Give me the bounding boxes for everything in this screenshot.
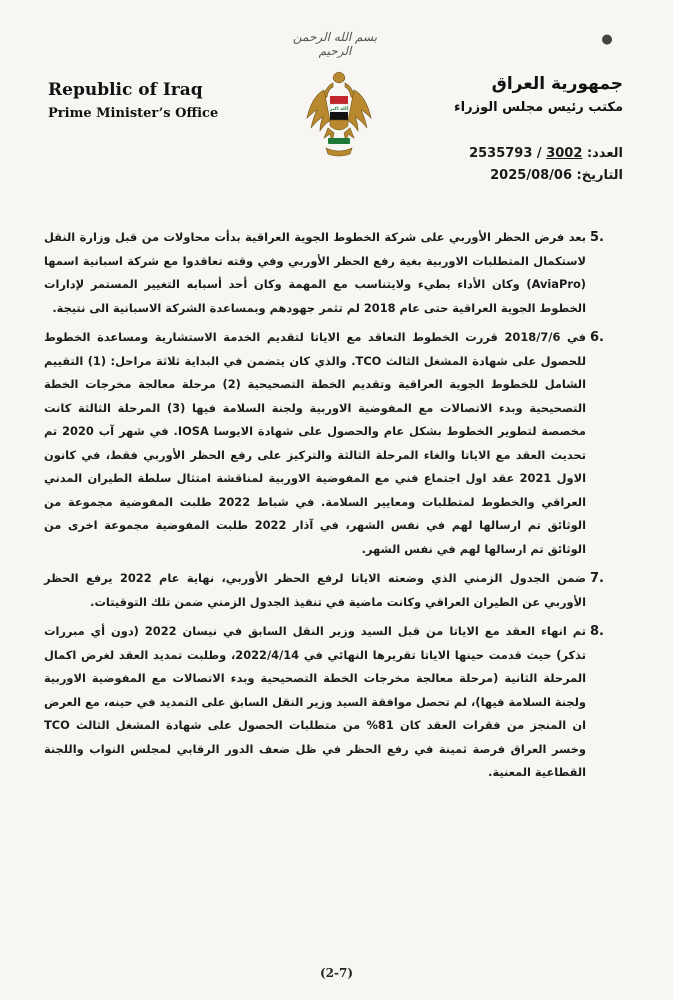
date-line — [469, 165, 623, 187]
paragraph-8 — [44, 620, 614, 785]
paragraph-text: بعد فرض الحظر الأوربي على شركة الخطوط الجوية العراقية بدأت محاولات من قبل وزارة النقل لاستكمال المتطلبات الاوربية بغية رفع الحظر الأوربي وفي وقته تعاقدوا مع شركة اسبانية اسمها (AviaPro) وكان الأداء بطيء ولايتناسب مع المهمة وكان أحد أسبابه التغيير المستمر لإدارات الخطوط الجوية العراقية حتى عام 2018 لم تثمر جهودهم وبمساعدة الشركة الاسبانية الى نتيجة. — [44, 230, 586, 315]
paragraph-number: 5. — [590, 230, 604, 245]
arabic-office-name: مكتب رئيس مجلس الوزراء — [454, 100, 623, 115]
paragraph-text: تم انهاء العقد مع الاياتا من قبل السيد وزير النقل السابق في نيسان 2022 (دون أي مبررات تذكر) حيث قدمت حينها الاياتا تقريرها النهائي في 2022/4/14، وطلبت تمديد العقد لغرض اكمال المرحلة الثانية (مرحلة معالجة مخرجات الخطة التصحيحية وبدء الاتصالات مع المفوضية الاوربية ولجنة السلامة فيها)، لم تحصل موافقة السيد وزير النقل السابق على التمديد في حينه، مع العرض ان المنجز من فقرات العقد كان 81% من متطلبات الحصول على شهادة المشغل الثالث TCO وخسر العراق فرصة ثمينة في رفع الحظر في ظل ضعف الدور الرقابي لمجلس النواب واللجنة القطاعية المعنية. — [44, 624, 586, 779]
page-number: (2-7) — [319, 966, 354, 980]
arabic-letterhead — [423, 74, 623, 115]
iraq-eagle-emblem-icon — [304, 68, 374, 160]
document-body — [44, 226, 614, 791]
date-label: التاريخ: — [576, 168, 623, 183]
date-value: 2025/08/06 — [490, 168, 572, 183]
reference-number-line — [469, 143, 623, 165]
reference-separator: / — [532, 146, 547, 161]
arabic-country-name: جمهورية العراق — [491, 74, 623, 94]
paragraph-5 — [44, 226, 614, 320]
english-office-name: Prime Minister’s Office — [48, 106, 219, 121]
paragraph-text: في 2018/7/6 قررت الخطوط التعاقد مع الاياتا لتقديم الخدمة الاستشارية ومساعدة الخطوط للحصول على شهادة المشغل الثالث TCO. والذي كان يتضمن في البداية ثلاثة مراحل: (1) التقييم الشامل للخطوط الجوية العراقية وتقديم الخطة التصحيحية (2) مرحلة معالجة مخرجات الخطة التصحيحية وبدء الاتصالات مع المفوضية الاوربية ولجنة السلامة فيها (3) المرحلة الثالثة كانت مخصصة لتطوير الخطوط بشكل عام والحصول على شهادة الايوسا IOSA. في شهر آب 2020 تم تحديث العقد مع الاياتا والغاء المرحلة الثالثة والتركيز على رفع الحظر الأوربي فقط، في كانون الاول 2021 عقد اول اجتماع فني مع المفوضية الاوربية لمناقشة امتثال سلطة الطيران المدني العراقي والخطوط لمتطلبات ومعايير السلامة. في شباط 2022 طلبت المفوضية مجموعة من الوثائق تم ارسالها لهم في نفس الشهر، في آذار 2022 طلبت المفوضية مجموعة اخرى من الوثائق تم ارسالها لهم في نفس الشهر. — [44, 330, 586, 556]
paragraph-text: ضمن الجدول الزمني الذي وضعته الاياتا لرفع الحظر الأوربي، نهاية عام 2022 يرفع الحظر الأوربي عن الطيران العراقي وكانت ماضية في تنفيذ الجدول الزمني ضمن تلك التوقيتات. — [44, 571, 586, 609]
paragraph-number: 7. — [590, 571, 604, 586]
reference-number-a: 3002 — [546, 146, 583, 161]
svg-text:الله اكبر: الله اكبر — [329, 107, 349, 112]
reference-number — [469, 146, 582, 161]
basmala-calligraphy: بسم الله الرحمن الرحيم — [292, 30, 378, 58]
english-letterhead — [48, 80, 238, 121]
reference-label: العدد: — [586, 146, 623, 161]
reference-number-b: 2535793 — [469, 146, 533, 161]
paragraph-number: 8. — [590, 624, 604, 639]
corner-dot-mark: ● — [601, 32, 613, 47]
paragraph-6 — [44, 326, 614, 561]
english-country-name: Republic of Iraq — [48, 80, 203, 100]
paragraph-number: 6. — [590, 330, 604, 345]
paragraph-7 — [44, 567, 614, 614]
reference-block — [469, 143, 623, 187]
